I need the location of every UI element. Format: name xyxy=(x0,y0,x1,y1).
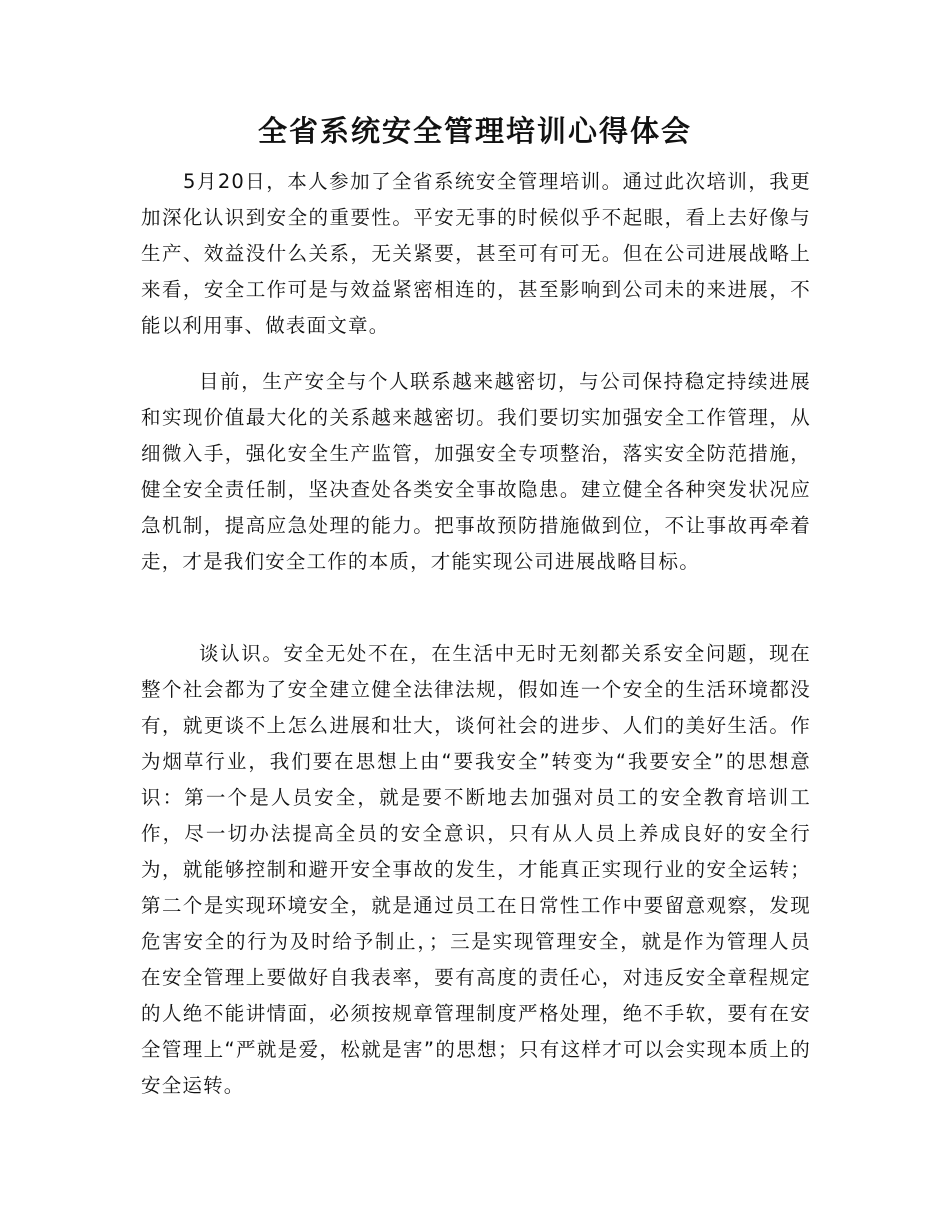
paragraph-current-situation: 目前，生产安全与个人联系越来越密切，与公司保持稳定持续进展和实现价值最大化的关系越来越密切。我们要切实加强安全工作管理，从细微入手，强化安全生产监管，加强安全专项整治，落实安全防范措施，健全安全责任制，坚决查处各类安全事故隐患。建立健全各种突发状况应急机制，提高应急处理的能力。把事故预防措施做到位，不让事故再牵着走，才是我们安全工作的本质，才能实现公司进展战略目标。 xyxy=(141,370,811,573)
paragraph-training-intro: 5月20日，本人参加了全省系统安全管理培训。通过此次培训，我更加深化认识到安全的重要性。平安无事的时候似乎不起眼，看上去好像与生产、效益没什么关系，无关紧要，甚至可有可无。但在公司进展战略上来看，安全工作可是与效益紧密相连的，甚至影响到公司未的来进展，不能以利用事、做表面文章。 xyxy=(141,170,811,337)
document-title: 全省系统安全管理培训心得体会 xyxy=(257,114,692,148)
paragraph-understanding: 谈认识。安全无处不在，在生活中无时无刻都关系安全问题，现在整个社会都为了安全建立健全法律法规，假如连一个安全的生活环境都没有，就更谈不上怎么进展和壮大，谈何社会的进步、人们的美好生活。作为烟草行业，我们要在思想上由“要我安全”转变为“我要安全”的思想意识：第一个是人员安全，就是要不断地去加强对员工的安全教育培训工作，尽一切办法提高全员的安全意识，只有从人员上养成良好的安全行为，就能够控制和避开安全事故的发生，才能真正实现行业的安全运转；第二个是实现环境安全，就是通过员工在日常性工作中要留意观察，发现危害安全的行为及时给予制止，；三是实现管理安全，就是作为管理人员在安全管理上要做好自我表率，要有高度的责任心，对违反安全章程规定的人绝不能讲情面，必须按规章管理制度严格处理，绝不手软，要有在安全管理上“严就是爱，松就是害”的思想；只有这样才可以会实现本质上的安全运转。 xyxy=(141,642,811,1097)
